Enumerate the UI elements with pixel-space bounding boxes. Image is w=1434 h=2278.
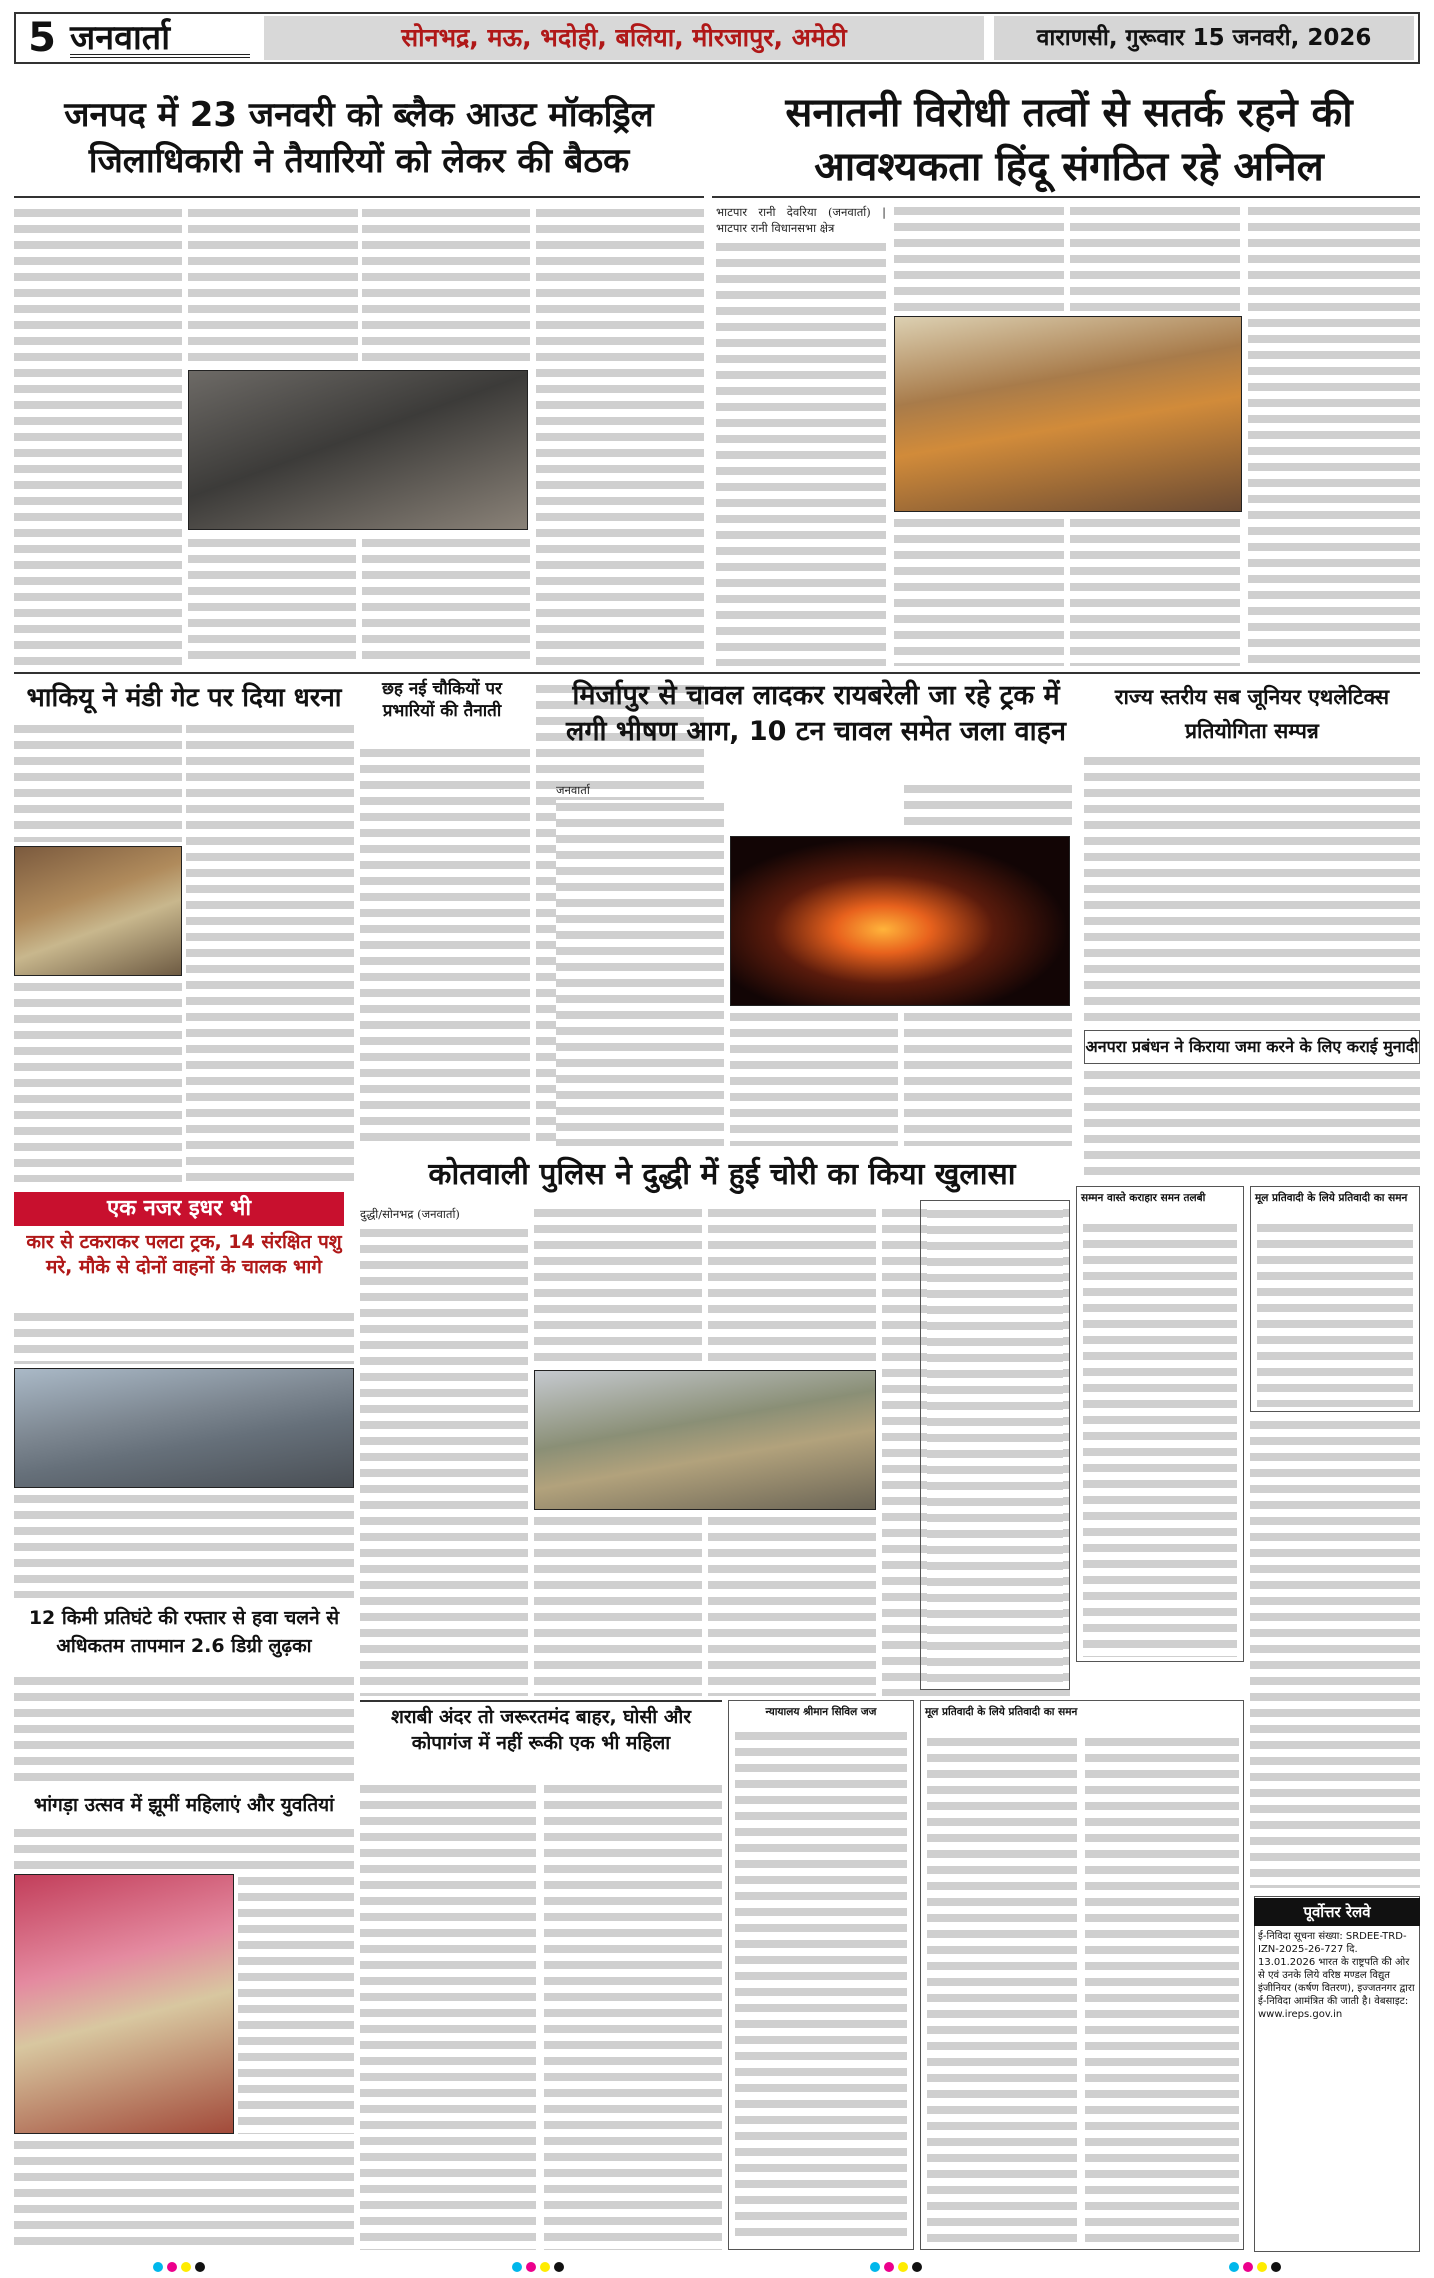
article-column (362, 206, 530, 366)
article-column (1248, 204, 1420, 666)
registration-mark (510, 2257, 566, 2276)
court-notice-body (1085, 1735, 1239, 2245)
article-column (360, 1226, 528, 1696)
registration-mark (151, 2257, 207, 2276)
article-column (1070, 204, 1240, 314)
article-column (894, 204, 1064, 314)
article-column (188, 206, 358, 366)
paper-name: जनवार्ता (70, 18, 250, 58)
article-column (14, 1310, 354, 1364)
districts-banner: सोनभद्र, मऊ, भदोही, बलिया, मीरजापुर, अमेठी (264, 16, 984, 60)
article-column (362, 536, 530, 666)
headline-truck-accident: कार से टकराकर पलटा ट्रक, 14 संरक्षित पशु मरे, मौके से दोनों वाहनों के चालक भागे (26, 1231, 342, 1278)
article-column (238, 1874, 354, 2134)
article-column (186, 722, 354, 1182)
fire-lead: जनवार्ता (556, 783, 590, 797)
article-column (1084, 754, 1420, 1024)
court-notice-title: मूल प्रतिवादी के लिये प्रतिवादी का समन (1255, 1192, 1408, 1204)
article-column (1084, 1068, 1420, 1180)
headline-truck-fire: मिर्जापुर से चावल लादकर रायबरेली जा रहे ट्रक में लगी भीषण आग, 10 टन चावल समेत जला वाहन (566, 680, 1066, 747)
registration-mark (1227, 2257, 1283, 2276)
article-column (544, 1782, 722, 2250)
meeting-photo (188, 370, 528, 530)
headline-bhangda: भांगड़ा उत्सव में झूमीं महिलाएं और युवतियां (33, 1794, 335, 1816)
truck-accident-photo (14, 1368, 354, 1488)
headline-kotwali: कोतवाली पुलिस ने दुद्धी में हुई चोरी का किया खुलासा (428, 1157, 1016, 1192)
court-notice (1076, 1186, 1244, 1662)
article-column (360, 1782, 536, 2250)
headline-anpara: अनपरा प्रबंधन ने किराया जमा करने के लिए कराई मुनादी (1084, 1030, 1420, 1064)
railway-ad-body: ई-निविदा सूचना संख्या: SRDEE-TRD-IZN-2025-26-727 दि. 13.01.2026 भारत के राष्ट्रपति की ओर से एवं उनके लिये वरिष्ठ मण्डल विद्युत इंजीनियर (कर्षण वितरण), इज्जतनगर द्वारा ई-निविदा आमंत्रित की जाती है। वेबसाइट: www.ireps.gov.in (1258, 1931, 1415, 2020)
court-notice-body (735, 1729, 907, 2243)
headline-blackout: जनपद में 23 जनवरी को ब्लैक आउट मॉकड्रिल जिलाधिकारी ने तैयारियों को लेकर की बैठक (64, 95, 654, 181)
article-column (536, 206, 704, 666)
article-column (904, 1010, 1072, 1146)
article-column (14, 1826, 354, 1870)
court-notice-title: मूल प्रतिवादी के लिये प्रतिवादी का समन (925, 1706, 1078, 1718)
court-notice-title: सम्मन वास्ते कराहार समन तलबी (1081, 1192, 1206, 1204)
dateline: वाराणसी, गुरूवार 15 जनवरी, 2026 (994, 16, 1414, 60)
registration-mark (868, 2257, 924, 2276)
court-notice (728, 1700, 914, 2250)
dharna-photo (14, 846, 182, 976)
railway-ad-title: पूर्वोत्तर रेलवे (1254, 1898, 1420, 1926)
sanatan-lead: भाटपार रानी देवरिया (जनवार्ता) | भाटपार रानी विधानसभा क्षेत्र (716, 205, 886, 235)
court-notice-body (1083, 1221, 1237, 1657)
court-notice-title: न्यायालय श्रीमान सिविल जज (765, 1706, 877, 1718)
ceremony-photo (894, 316, 1242, 512)
article-column (708, 1514, 876, 1696)
divider (14, 196, 704, 198)
truck-fire-photo (730, 836, 1070, 1006)
bhangda-photo (14, 1874, 234, 2134)
article-column (904, 782, 1072, 832)
divider (712, 196, 1420, 198)
article-column (14, 1674, 354, 1782)
article-column (14, 206, 182, 666)
article-column (716, 240, 886, 666)
article-column (360, 746, 530, 1146)
article-column (556, 800, 724, 1146)
article-column (14, 1492, 354, 1598)
article-column (534, 1206, 702, 1366)
court-notice-body (1257, 1221, 1413, 1407)
divider (14, 672, 1420, 674)
headline-weather: 12 किमी प्रतिघंटे की रफ्तार से हवा चलने से अधिकतम तापमान 2.6 डिग्री लुढ़का (28, 1607, 340, 1657)
court-notice (920, 1700, 1244, 2250)
article-column (14, 980, 182, 1182)
article-column (730, 1010, 898, 1146)
court-notice (1250, 1186, 1420, 1412)
article-column (708, 1206, 876, 1366)
article-column (14, 2138, 354, 2250)
court-notice-body (927, 1735, 1077, 2245)
court-notice (920, 1200, 1070, 1690)
headline-bhakiyu: भाकियू ने मंडी गेट पर दिया धरना (26, 683, 342, 713)
section-ek-nazar: एक नजर इधर भी (14, 1192, 344, 1226)
print-registration-marks (0, 2258, 1434, 2274)
police-photo (534, 1370, 876, 1510)
article-column (188, 536, 356, 666)
headline-chaukiya: छह नई चौकियों पर प्रभारियों की तैनाती (381, 679, 502, 721)
headline-sanatan: सनातनी विरोधी तत्वों से सतर्क रहने की आवश्यकता हिंदू संगठित रहे अनिल (785, 90, 1353, 190)
divider (360, 1700, 722, 1702)
page-number: 5 (28, 15, 56, 61)
headline-athletics: राज्य स्तरीय सब जूनियर एथलेटिक्स प्रतियोगिता सम्पन्न (1114, 685, 1390, 743)
kotwali-lead: दुद्धी/सोनभद्र (जनवार्ता) (360, 1207, 460, 1221)
article-column (14, 722, 182, 842)
headline-sharabi: शराबी अंदर तो जरूरतमंद बाहर, घोसी और कोपागंज में नहीं रूकी एक भी महिला (390, 1706, 692, 1754)
article-column (534, 1514, 702, 1696)
article-column (894, 516, 1064, 666)
article-column (1250, 1418, 1420, 1888)
court-notice-body (927, 1207, 1063, 1683)
article-column (1070, 516, 1240, 666)
